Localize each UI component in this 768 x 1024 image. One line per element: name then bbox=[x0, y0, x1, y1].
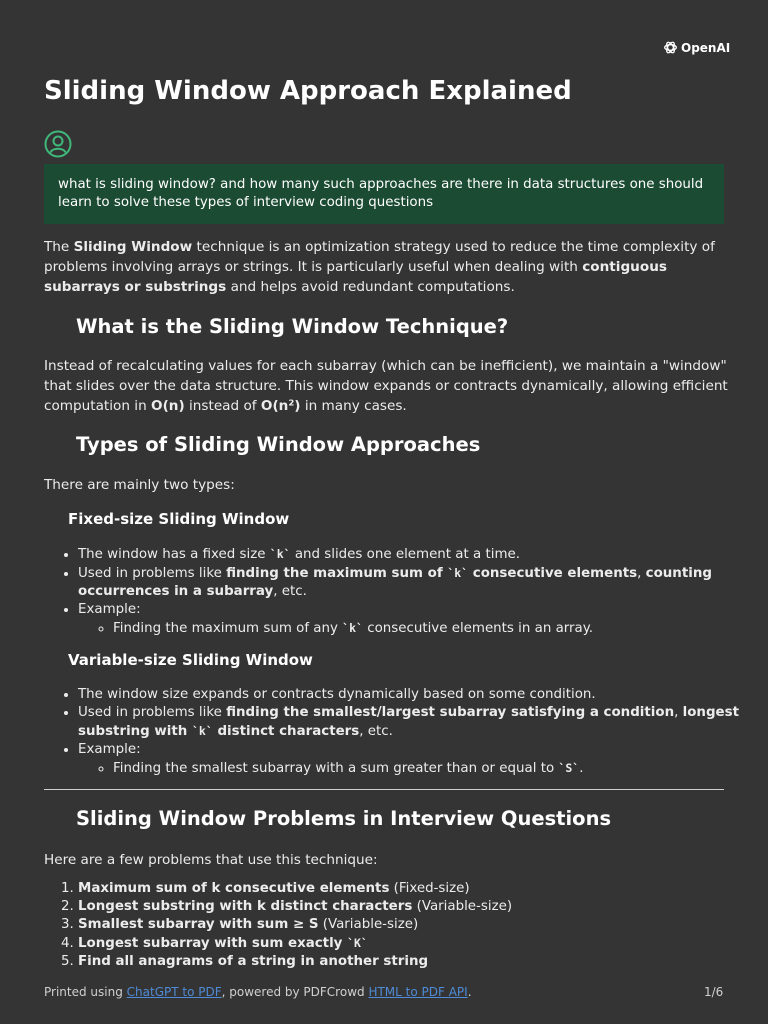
openai-icon bbox=[663, 40, 678, 55]
html-to-pdf-api-link[interactable]: HTML to PDF API bbox=[368, 985, 468, 999]
heading-fixed-size: Fixed-size Sliding Window bbox=[68, 510, 290, 528]
list-item: • Example: ◦ Finding the smallest subarray with a sum greater than or equal to `S`. bbox=[78, 741, 748, 778]
print-footer: Printed using ChatGPT to PDF, powered by PDFCrowd HTML to PDF API. bbox=[44, 985, 472, 999]
list-item: • Used in problems like finding the smallest/largest subarray satisfying a condition, longest substring with `k` distinct characters, etc. bbox=[78, 704, 748, 741]
list-item: 5. Find all anagrams of a string in another string bbox=[78, 953, 512, 971]
variable-size-list bbox=[44, 686, 748, 778]
page-number: 1/6 bbox=[704, 985, 724, 999]
intro-paragraph: The Sliding Window technique is an optimization strategy used to reduce the time complexity of problems involving arrays or strings. It is particularly useful when dealing with contiguous subarrays or substrings and helps avoid redundant computations. bbox=[44, 239, 715, 295]
heading-problems: Sliding Window Problems in Interview Questions bbox=[76, 807, 612, 830]
list-item: 1. Maximum sum of k consecutive elements (Fixed-size) bbox=[78, 880, 512, 898]
heading-types: Types of Sliding Window Approaches bbox=[76, 433, 481, 456]
user-prompt: what is sliding window? and how many such approaches are there in data structures one should learn to solve these types of interview coding questions bbox=[44, 164, 724, 224]
what-is-paragraph: Instead of recalculating values for each subarray (which can be inefficient), we maintain a "window" that slides over the data structure. This window expands or contracts dynamically, allowing efficient computation in O(n) instead of O(n²) in many cases. bbox=[44, 358, 728, 414]
list-item: • Used in problems like finding the maximum sum of `k` consecutive elements, counting occurrences in a subarray, etc. bbox=[78, 564, 748, 601]
list-item: ◦ Finding the maximum sum of any `k` consecutive elements in an array. bbox=[113, 619, 748, 638]
list-item: ◦ Finding the smallest subarray with a sum greater than or equal to `S`. bbox=[113, 759, 748, 778]
list-item: • The window size expands or contracts dynamically based on some condition. bbox=[78, 686, 748, 704]
list-item: 2. Longest substring with k distinct characters (Variable-size) bbox=[78, 898, 512, 916]
problems-intro: Here are a few problems that use this technique: bbox=[44, 852, 378, 868]
fixed-size-list bbox=[44, 545, 748, 638]
chatgpt-to-pdf-link[interactable]: ChatGPT to PDF bbox=[126, 985, 222, 999]
list-item: 3. Smallest subarray with sum ≥ S (Variable-size) bbox=[78, 916, 512, 934]
fixed-size-sublist bbox=[78, 619, 748, 638]
heading-variable-size: Variable-size Sliding Window bbox=[68, 651, 313, 669]
list-item: • The window has a fixed size `k` and slides one element at a time. bbox=[78, 545, 748, 564]
heading-what-is: What is the Sliding Window Technique? bbox=[76, 315, 509, 338]
openai-logo bbox=[663, 40, 730, 55]
section-divider bbox=[44, 789, 724, 790]
logo-text: OpenAI bbox=[681, 40, 731, 55]
list-item: • Example: ◦ Finding the maximum sum of any `k` consecutive elements in an array. bbox=[78, 601, 748, 638]
problems-list bbox=[44, 880, 512, 971]
list-item: 4. Longest subarray with sum exactly `K` bbox=[78, 934, 512, 953]
variable-size-sublist bbox=[78, 759, 748, 778]
user-avatar-icon bbox=[44, 130, 72, 158]
page-title: Sliding Window Approach Explained bbox=[44, 76, 572, 106]
types-intro: There are mainly two types: bbox=[44, 477, 235, 493]
